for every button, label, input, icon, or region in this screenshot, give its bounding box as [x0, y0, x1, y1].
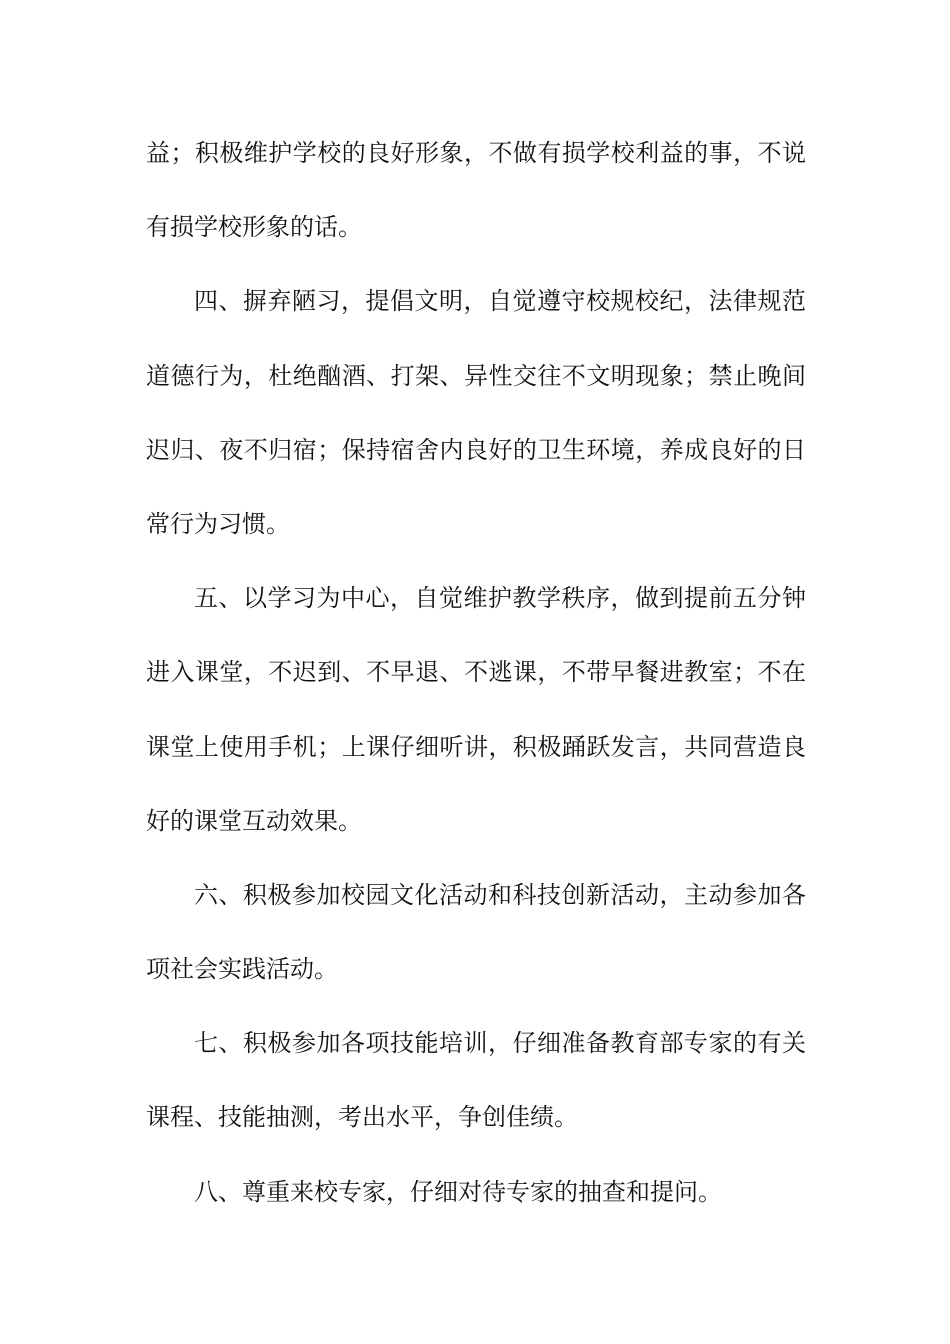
text-line: 进入课堂，不迟到、不早退、不逃课，不带早餐进教室；不在 [146, 658, 806, 687]
paragraph-start-line: 四、摒弃陋习，提倡文明，自觉遵守校规校纪，法律规范 [194, 287, 806, 316]
paragraph-start-line: 七、积极参加各项技能培训，仔细准备教育部专家的有关 [194, 1029, 806, 1058]
text-line: 迟归、夜不归宿；保持宿舍内良好的卫生环境，养成良好的日 [146, 435, 806, 464]
text-line: 道德行为，杜绝酗酒、打架、异性交往不文明现象；禁止晚间 [146, 361, 806, 390]
document-body [146, 129, 806, 1242]
text-line: 好的课堂互动效果。 [146, 806, 362, 835]
paragraph-start-line: 五、以学习为中心，自觉维护教学秩序，做到提前五分钟 [194, 584, 806, 613]
paragraph-start-line: 八、尊重来校专家，仔细对待专家的抽查和提问。 [194, 1177, 722, 1206]
text-line: 常行为习惯。 [146, 509, 290, 538]
text-line: 益；积极维护学校的良好形象，不做有损学校利益的事，不说 [146, 139, 806, 167]
text-line: 有损学校形象的话。 [146, 213, 362, 242]
paragraph-start-line: 六、积极参加校园文化活动和科技创新活动，主动参加各 [194, 880, 806, 909]
text-line: 课程、技能抽测，考出水平，争创佳绩。 [146, 1103, 578, 1132]
text-line: 课堂上使用手机；上课仔细听讲，积极踊跃发言，共同营造良 [146, 732, 806, 761]
text-line: 项社会实践活动。 [146, 955, 338, 984]
